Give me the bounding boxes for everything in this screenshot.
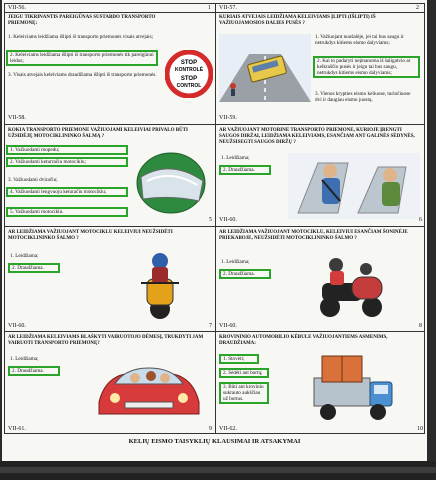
answer-option-correct: 2. Sėdėti ant bortų; — [219, 368, 269, 378]
question-text: AR LEIDŽIAMA KELEIVIAMS BLAŠKYTI VAIRUOTOJO DĖMESĮ, TRUKDYTI JAM VAIRUOTI TRANSPORTO PRIEMONĘ? — [8, 335, 204, 346]
question-text: AR VAŽIUOJANT MOTORINE TRANSPORTO PRIEMONE, KURIOJE ĮRENGTI SAUGOS DIRŽAI, LEIDŽIAMA KELEIVIAMS, ESANČIAM ANT GALINĖS SĖDYNĖS, NEUŽSISEGTI SAUGOS DIRŽŲ ? — [219, 128, 415, 145]
question-cell-8 — [216, 227, 426, 331]
answer-option: 3. Vienos krypties eismo keliuose, turinčiuose dvi ir daugiau eismo juostų. — [315, 91, 411, 103]
question-cell-6 — [216, 125, 426, 226]
answer-option-correct: 2. Draudžiama. — [8, 263, 60, 273]
question-cell-9 — [5, 332, 215, 435]
question-cell-7 — [5, 227, 215, 331]
motorcycle-icon — [135, 249, 185, 321]
question-code: VII-58. — [8, 115, 26, 121]
answer-option-correct: 3. Būti ant krovinio sukrauto aukščiau už bortus. — [219, 382, 269, 404]
seatbelt-passenger-icon — [288, 153, 420, 219]
answer-option-correct: 2. Draudžiama. — [219, 165, 271, 175]
answer-option: 1. Keleiviams leidžiama išlipti iš transporto priemonės visais atvejais; — [8, 34, 154, 40]
question-number: 9 — [209, 426, 212, 432]
question-text: AR LEIDŽIAMA VAŽIUOJANT MOTOCIKLU KELEIVIUI NEUŽSIDĖTI MOTOCIKLININKO ŠALMO ? — [8, 230, 173, 241]
car-passengers-icon — [95, 354, 203, 424]
question-text: KURIAIS ATVEJAIS LEIDŽIAMA KELEIVIAMS ĮLIPTI (IŠLIPTI) IŠ VAŽIUOJAMOSIOS DALIES PUSĖS ? — [219, 15, 376, 26]
question-code: VII-60. — [219, 217, 237, 223]
answer-option-correct: 5. Važiuodami motociklu. — [6, 207, 128, 217]
question-number: 7 — [209, 323, 212, 329]
question-code: VII-57. — [219, 5, 237, 11]
question-text: KROVININIO AUTOMOBILIO KĖBULE VAŽIUOJANTIEMS ASMENIMS, DRAUDŽIAMA: — [219, 335, 388, 346]
answer-option-correct: 2. Draudžiama. — [219, 269, 271, 279]
bus-icon — [219, 34, 311, 102]
sign-text: STOP — [180, 76, 198, 82]
sign-text: KONTROLĖ — [174, 67, 204, 73]
question-text: JEIGU TIKRINANTIS PAREIGŪNAS SUSTABDO TRANSPORTO PRIEMONĘ: — [8, 15, 156, 26]
question-text: KOKIA TRANSPORTO PRIEMONE VAŽIUOJAMI KELEIVIAI PRIVALO BŪTI UŽSIDĖJĘ MOTOCIKLININKO ŠALMĄ ? — [8, 128, 188, 139]
answer-option: 1. Leidžiama; — [221, 259, 250, 265]
helmet-icon — [133, 145, 209, 217]
question-code: VII-61. — [8, 426, 26, 432]
question-number: 5 — [209, 217, 212, 223]
question-number: 6 — [419, 217, 422, 223]
answer-option-correct: 2. Kai to padaryti neįmanoma iš šaligatvio ar kelkraščio pusės ir jeigu tai bus saugu, netrukdys kitiems eismo dalyviams; — [313, 56, 420, 78]
question-cell-5 — [5, 125, 215, 226]
answer-option: 3. Visais atvejais keleiviams draudžiama išlipti iš transporto priemonės. — [8, 72, 157, 78]
question-code: VII-60. — [8, 323, 26, 329]
sign-text: CONTROL — [176, 83, 202, 89]
answer-option-correct: 4. Važiuodami lengvuoju keturačiu motociklu; — [6, 187, 128, 197]
answer-option: 1. Važiuojant nuošalėje, jei tai bus saugu ir netrukdys kitiems eismo dalyviams; — [315, 34, 404, 46]
scrollbar[interactable] — [0, 467, 436, 473]
question-number: 10 — [417, 426, 423, 432]
stop-sign-icon — [165, 50, 213, 98]
viewer-bottom-bar — [0, 461, 436, 480]
document-page — [2, 0, 427, 461]
answer-option-correct: 2. Keleiviams leidžiama išlipti iš transporto priemonės tik pareigūnui leidus; — [6, 50, 158, 66]
question-code: VII-56. — [8, 5, 26, 11]
answer-option-correct: 2. Važiuodami keturračiu motociklu; — [6, 157, 128, 167]
answer-option-correct: 1. Stovėti; — [219, 354, 259, 364]
question-number: 1 — [208, 5, 211, 11]
answer-option-correct: 1. Važiuodami mopedu; — [6, 145, 128, 155]
question-code: VII-59. — [219, 115, 237, 121]
question-cell-10 — [216, 332, 426, 435]
question-number: 8 — [419, 323, 422, 329]
question-code: VII-62. — [219, 426, 237, 432]
sign-text: STOP — [180, 60, 198, 66]
answer-option: 1. Leidžiama; — [10, 253, 39, 259]
cargo-truck-icon — [304, 352, 396, 426]
answer-option: 1. Leidžiama; — [221, 155, 250, 161]
question-cell-2 — [216, 4, 426, 124]
question-cell-1 — [5, 4, 215, 124]
question-code: VII-60. — [219, 323, 237, 329]
answer-option: 3. Važiuodami dviračiu; — [8, 177, 58, 183]
answer-option: 1. Leidžiama; — [10, 356, 39, 362]
question-text: AR LEIDŽIAMA VAŽIUOJANT MOTOCIKLU, KELEIVIUI ESANČIAM ŠONINĖJE PRIEKABOJE, NEUŽSIDĖTI MOTOCIKLININKO ŠALMO ? — [219, 230, 408, 241]
question-number: 2 — [416, 5, 419, 11]
page-footer-title: KELIŲ EISMO TAISYKLIŲ KLAUSIMAI IR ATSAKYMAI — [128, 438, 301, 445]
question-grid — [4, 3, 425, 434]
sidecar-motorcycle-icon — [312, 255, 388, 319]
answer-option-correct: 2. Draudžiama. — [8, 366, 60, 376]
